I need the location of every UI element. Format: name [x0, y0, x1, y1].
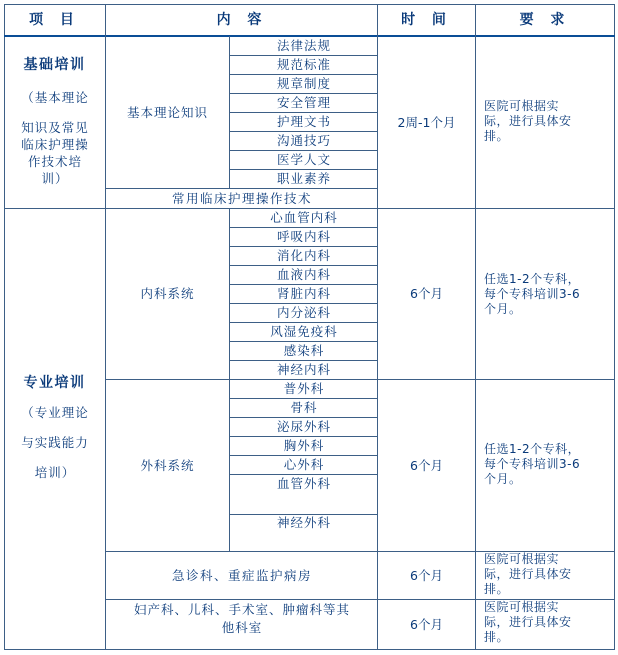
- internal-time: 6个月: [410, 286, 443, 301]
- basic-note-line: 临床护理操: [21, 137, 89, 152]
- internal-req-line: 任选1-2个专科，: [484, 272, 581, 286]
- surgery-item: 泌尿外科: [276, 419, 331, 434]
- row-line: [229, 93, 378, 94]
- table-border: [4, 649, 615, 650]
- row-line: [105, 551, 615, 552]
- basic-item: 规范标准: [276, 57, 331, 72]
- basic-item: 法律法规: [276, 38, 331, 53]
- internal-req-line: 每个专科培训3-6: [484, 287, 581, 301]
- row-line: [105, 379, 615, 380]
- internal-category: 内科系统: [140, 286, 195, 301]
- basic-title: 基础培训: [23, 56, 86, 73]
- internal-item: 肾脏内科: [276, 286, 331, 301]
- surgery-item: 胸外科: [283, 438, 325, 453]
- basic-item: 规章制度: [276, 76, 331, 91]
- header-project: 项 目: [29, 12, 80, 28]
- row-line: [229, 455, 378, 456]
- surgery-req-line: 个月。: [484, 472, 522, 486]
- row-line: [229, 131, 378, 132]
- internal-item: 消化内科: [276, 248, 331, 263]
- surgery-req-line: 每个专科培训3-6: [484, 457, 581, 471]
- row-line: [229, 246, 378, 247]
- header-content: 内 容: [216, 12, 268, 28]
- section-divider: [4, 208, 615, 209]
- row-line: [229, 341, 378, 342]
- row-line: [229, 514, 378, 515]
- basic-item: 医学人文: [276, 152, 331, 167]
- row-line: [105, 188, 378, 189]
- table-border: [4, 4, 615, 5]
- basic-skills-row: 常用临床护理操作技术: [171, 190, 312, 206]
- row-line: [229, 474, 378, 475]
- row-line: [229, 398, 378, 399]
- basic-note-line: 训）: [41, 171, 69, 186]
- surgery-item: 神经外科: [276, 515, 331, 530]
- row-line: [229, 150, 378, 151]
- row-line: [229, 169, 378, 170]
- other-content-line: 他科室: [221, 619, 263, 635]
- header-requirement: 要 求: [519, 12, 571, 28]
- surgery-item: 心外科: [283, 457, 325, 472]
- surgery-item: 骨科: [290, 400, 318, 415]
- internal-item: 风湿免疫科: [270, 324, 338, 339]
- row-line: [229, 227, 378, 228]
- emergency-req-line: 际，进行具体安: [484, 567, 572, 581]
- internal-item: 内分泌科: [276, 305, 331, 320]
- row-line: [229, 112, 378, 113]
- internal-item: 感染科: [283, 343, 325, 358]
- specialty-note-line: 与实践能力: [21, 435, 89, 450]
- table-border: [614, 4, 615, 650]
- row-line: [229, 303, 378, 304]
- other-req-line: 排。: [484, 630, 510, 644]
- basic-note-line: 作技术培: [27, 154, 82, 169]
- other-req-line: 际，进行具体安: [484, 615, 572, 629]
- row-line: [105, 599, 615, 600]
- column-line: [475, 4, 476, 650]
- specialty-title: 专业培训: [23, 374, 86, 391]
- basic-note-line: （基本理论: [21, 90, 89, 105]
- emergency-req-line: 排。: [484, 582, 510, 596]
- basic-item: 安全管理: [276, 95, 331, 110]
- basic-item: 护理文书: [276, 114, 331, 129]
- basic-item: 职业素养: [276, 171, 331, 186]
- row-line: [229, 360, 378, 361]
- internal-item: 呼吸内科: [276, 229, 331, 244]
- basic-note-line: 知识及常见: [21, 120, 89, 135]
- surgery-time: 6个月: [410, 457, 443, 473]
- other-content-line: 妇产科、儿科、手术室、肿瘤科等其: [133, 601, 350, 617]
- internal-item: 血液内科: [276, 267, 331, 282]
- specialty-note-line: 培训）: [34, 465, 76, 480]
- internal-req-line: 个月。: [484, 302, 522, 316]
- basic-req-line: 排。: [484, 129, 510, 143]
- basic-req-line: 医院可根据实: [484, 99, 560, 113]
- emergency-time: 6个月: [410, 567, 443, 583]
- basic-item: 沟通技巧: [276, 133, 331, 148]
- basic-category: 基本理论知识: [126, 104, 208, 120]
- row-line: [229, 417, 378, 418]
- specialty-note-line: （专业理论: [21, 405, 89, 420]
- header-divider: [4, 35, 615, 37]
- surgery-req-line: 任选1-2个专科，: [484, 442, 581, 456]
- surgery-item: 血管外科: [276, 476, 331, 491]
- column-line: [377, 4, 378, 650]
- emergency-req-line: 医院可根据实: [484, 552, 560, 566]
- row-line: [229, 55, 378, 56]
- column-line: [105, 4, 106, 650]
- row-line: [229, 284, 378, 285]
- internal-item: 心血管内科: [270, 210, 338, 225]
- surgery-category: 外科系统: [140, 457, 195, 473]
- table-border: [4, 4, 5, 650]
- header-time: 时 间: [401, 12, 452, 28]
- basic-req-line: 际，进行具体安: [484, 114, 572, 128]
- other-time: 6个月: [410, 616, 443, 632]
- emergency-content: 急诊科、重症监护病房: [171, 567, 312, 583]
- row-line: [229, 74, 378, 75]
- surgery-item: 普外科: [283, 381, 325, 396]
- row-line: [229, 265, 378, 266]
- other-req-line: 医院可根据实: [484, 600, 560, 614]
- row-line: [229, 322, 378, 323]
- row-line: [229, 436, 378, 437]
- internal-item: 神经内科: [276, 362, 331, 377]
- basic-time: 2周-1个月: [397, 114, 456, 130]
